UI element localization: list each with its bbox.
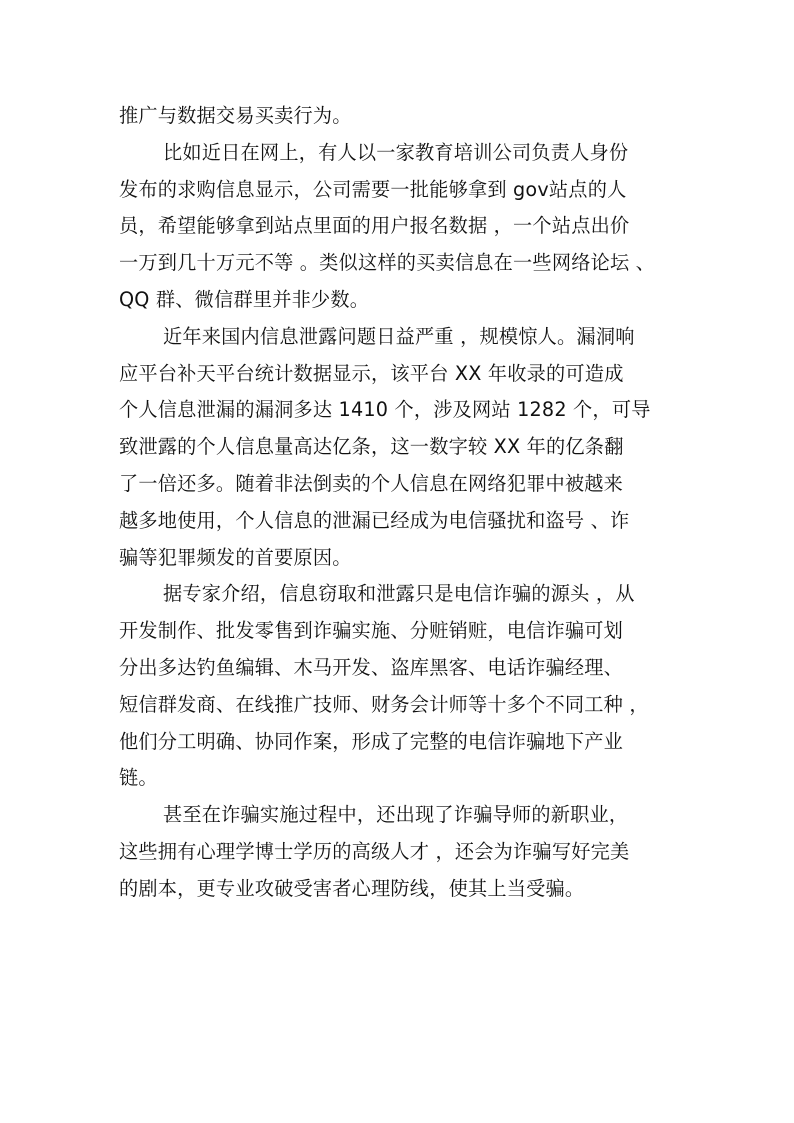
text-line: 发布的求购信息显示，公司需要一批能够拿到 gov站点的人 bbox=[119, 177, 627, 201]
text-line: 近年来国内信息泄露问题日益严重 ，规模惊人。漏洞响 bbox=[163, 324, 635, 348]
text-line: 分出多达钓鱼编辑、木马开发、盗库黑客、电话诈骗经理、 bbox=[119, 655, 624, 679]
text-line: 骗等犯罪频发的首要原因。 bbox=[119, 545, 352, 569]
text-line: 链。 bbox=[119, 766, 158, 790]
paragraph-fraud-mentors bbox=[119, 797, 684, 907]
text-line: 的剧本，更专业攻破受害者心理防线，使其上当受骗。 bbox=[119, 876, 585, 900]
text-line: 比如近日在网上，有人以一家教育培训公司负责人身份 bbox=[163, 140, 629, 164]
text-line: 短信群发商、在线推广技师、财务会计师等十多个不同工种 ， bbox=[119, 692, 649, 716]
text-line: 个人信息泄漏的漏洞多达 1410 个，涉及网站 1282 个，可导 bbox=[119, 398, 651, 422]
paragraph-continuation bbox=[119, 98, 684, 135]
text-line: QQ 群、微信群里并非少数。 bbox=[119, 287, 370, 311]
paragraph-expert-intro bbox=[119, 576, 684, 797]
text-line: 据专家介绍，信息窃取和泄露只是电信诈骗的源头 ，从 bbox=[163, 582, 635, 606]
paragraph-leak-statistics bbox=[119, 319, 684, 577]
text-line: 员，希望能够拿到站点里面的用户报名数据 ，一个站点出价 bbox=[119, 214, 630, 238]
text-line: 这些拥有心理学博士学历的高级人才 ，还会为诈骗写好完美 bbox=[119, 839, 630, 863]
text-line: 推广与数据交易买卖行为。 bbox=[119, 104, 352, 127]
text-line: 开发制作、批发零售到诈骗实施、分赃销赃，电信诈骗可划 bbox=[119, 619, 624, 643]
text-line: 应平台补天平台统计数据显示，该平台 XX 年收录的可造成 bbox=[119, 361, 624, 385]
text-line: 甚至在诈骗实施过程中，还出现了诈骗导师的新职业， bbox=[163, 803, 629, 827]
text-line: 致泄露的个人信息量高达亿条，这一数字较 XX 年的亿条翻 bbox=[119, 435, 624, 459]
paragraph-purchase-info bbox=[119, 135, 684, 319]
text-line: 了一倍还多。随着非法倒卖的个人信息在网络犯罪中被越来 bbox=[119, 471, 624, 495]
text-line: 一万到几十万元不等 。类似这样的买卖信息在一些网络论坛 、 bbox=[119, 251, 656, 275]
text-line: 越多地使用，个人信息的泄漏已经成为电信骚扰和盗号 、诈 bbox=[119, 508, 630, 532]
document-body bbox=[119, 98, 684, 908]
text-line: 他们分工明确、协同作案，形成了完整的电信诈骗地下产业 bbox=[119, 729, 624, 753]
